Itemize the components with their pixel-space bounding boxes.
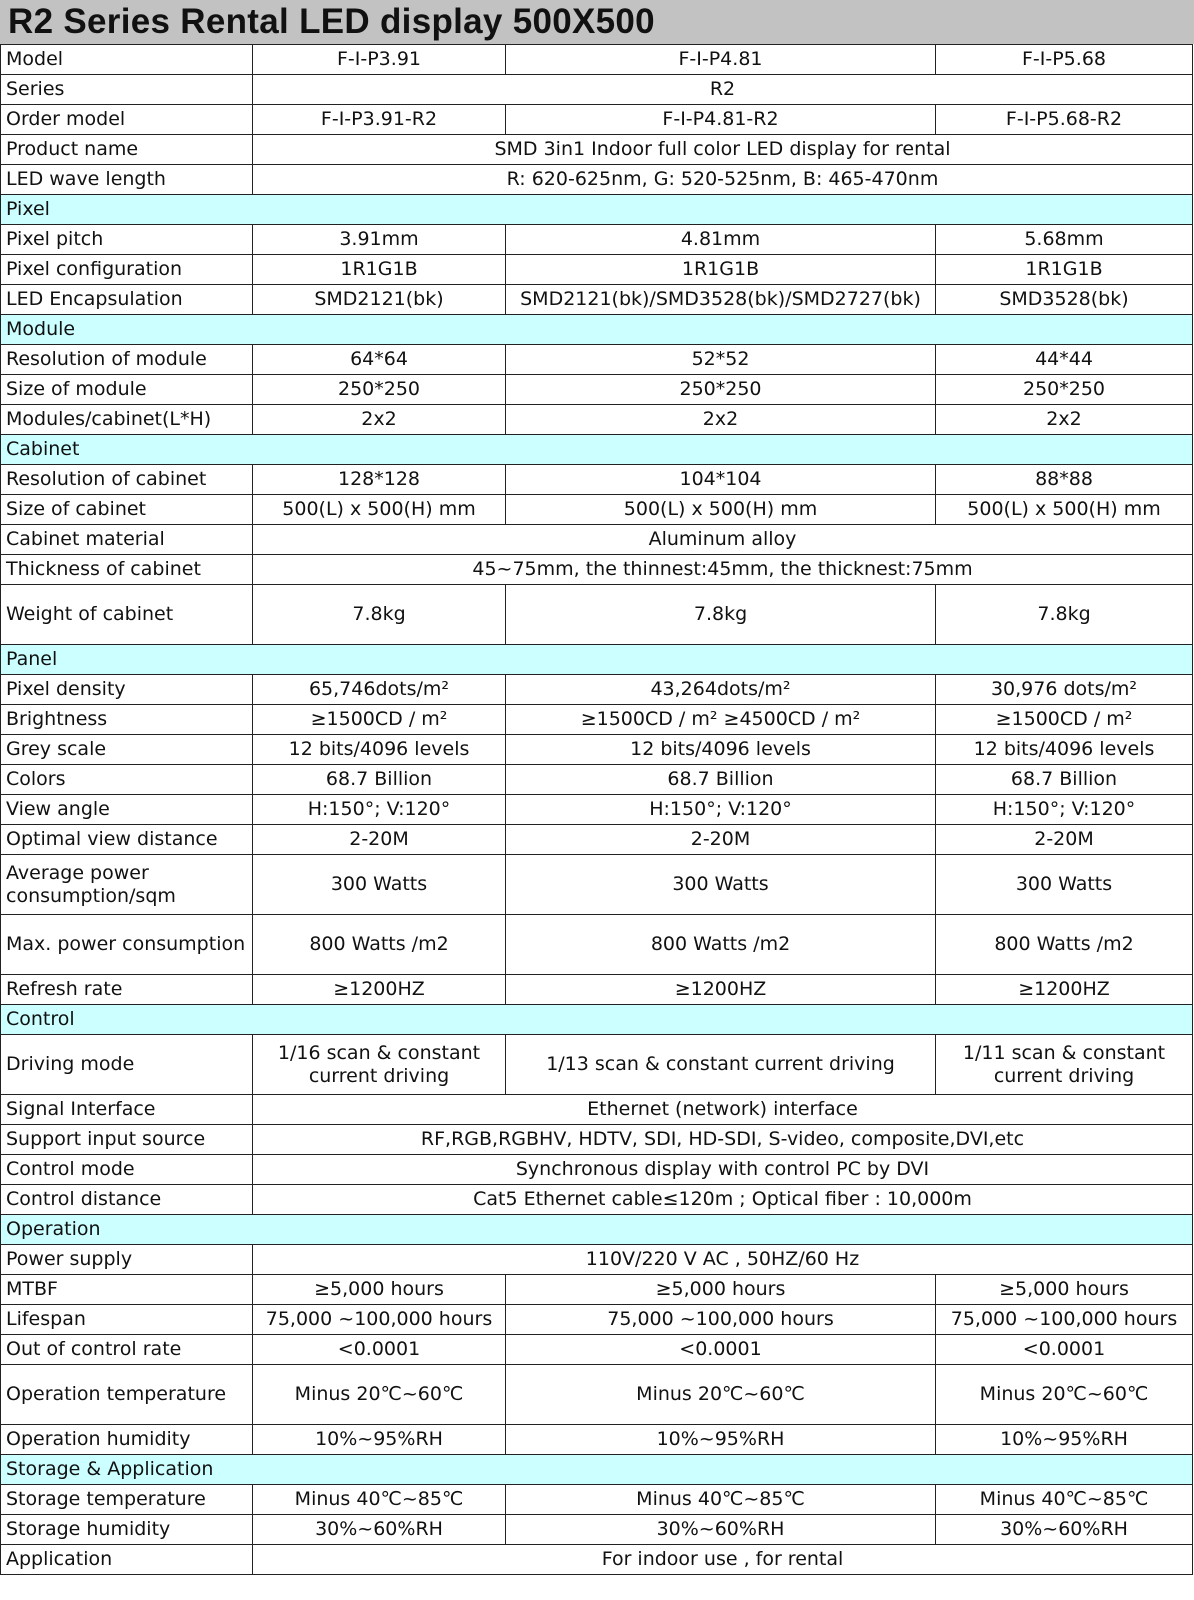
spec-value: 250*250: [936, 375, 1193, 405]
spec-label: Optimal view distance: [1, 825, 253, 855]
spec-label: Max. power consumption: [1, 915, 253, 975]
spec-row: [1, 1545, 1193, 1575]
spec-label: Weight of cabinet: [1, 585, 253, 645]
spec-label: Control mode: [1, 1155, 253, 1185]
spec-label: Pixel pitch: [1, 225, 253, 255]
spec-value: 12 bits/4096 levels: [253, 735, 506, 765]
section-title: Control: [1, 1005, 1193, 1035]
spec-value: 30%~60%RH: [253, 1515, 506, 1545]
spec-label: Product name: [1, 135, 253, 165]
spec-label: Driving mode: [1, 1035, 253, 1095]
spec-label: MTBF: [1, 1275, 253, 1305]
spec-row: [1, 135, 1193, 165]
spec-row: [1, 555, 1193, 585]
spec-value: Cat5 Ethernet cable≤120m ; Optical fiber : 10,000m: [253, 1185, 1193, 1215]
spec-value: 88*88: [936, 465, 1193, 495]
spec-value: 75,000 ~100,000 hours: [506, 1305, 936, 1335]
spec-value: ≥1200HZ: [253, 975, 506, 1005]
spec-value: 500(L) x 500(H) mm: [253, 495, 506, 525]
spec-row: [1, 585, 1193, 645]
spec-value: 800 Watts /m2: [506, 915, 936, 975]
spec-value: 3.91mm: [253, 225, 506, 255]
section-header-row: [1, 1455, 1193, 1485]
spec-row: [1, 765, 1193, 795]
spec-row: [1, 45, 1193, 75]
spec-value: 12 bits/4096 levels: [506, 735, 936, 765]
spec-value: <0.0001: [253, 1335, 506, 1365]
spec-value: For indoor use , for rental: [253, 1545, 1193, 1575]
section-header-row: [1, 645, 1193, 675]
spec-value: RF,RGB,RGBHV, HDTV, SDI, HD-SDI, S-video, composite,DVI,etc: [253, 1125, 1193, 1155]
spec-label: LED Encapsulation: [1, 285, 253, 315]
spec-value: H:150°; V:120°: [253, 795, 506, 825]
spec-value: ≥1500CD / m² ≥4500CD / m²: [506, 705, 936, 735]
spec-label: Modules/cabinet(L*H): [1, 405, 253, 435]
spec-row: [1, 225, 1193, 255]
spec-value: Minus 20℃~60℃: [253, 1365, 506, 1425]
spec-value: F-I-P5.68: [936, 45, 1193, 75]
spec-value: SMD 3in1 Indoor full color LED display for rental: [253, 135, 1193, 165]
spec-label: Refresh rate: [1, 975, 253, 1005]
spec-value: 1/13 scan & constant current driving: [506, 1035, 936, 1095]
spec-value: 300 Watts: [936, 855, 1193, 915]
spec-value: 1/16 scan & constant current driving: [253, 1035, 506, 1095]
spec-value: F-I-P5.68-R2: [936, 105, 1193, 135]
spec-table: [0, 44, 1193, 1575]
spec-row: [1, 1155, 1193, 1185]
spec-value: 45~75mm, the thinnest:45mm, the thicknest:75mm: [253, 555, 1193, 585]
spec-row: [1, 1035, 1193, 1095]
spec-label: Control distance: [1, 1185, 253, 1215]
section-title: Module: [1, 315, 1193, 345]
spec-label: Model: [1, 45, 253, 75]
spec-label: Application: [1, 1545, 253, 1575]
spec-value: R2: [253, 75, 1193, 105]
spec-value: 800 Watts /m2: [253, 915, 506, 975]
spec-value: ≥1500CD / m²: [253, 705, 506, 735]
spec-value: 30%~60%RH: [936, 1515, 1193, 1545]
spec-value: 500(L) x 500(H) mm: [936, 495, 1193, 525]
spec-row: [1, 795, 1193, 825]
spec-label: Support input source: [1, 1125, 253, 1155]
spec-value: 30%~60%RH: [506, 1515, 936, 1545]
spec-row: [1, 1335, 1193, 1365]
spec-row: [1, 1425, 1193, 1455]
spec-value: 43,264dots/m²: [506, 675, 936, 705]
spec-row: [1, 525, 1193, 555]
spec-value: 250*250: [253, 375, 506, 405]
spec-value: 2-20M: [936, 825, 1193, 855]
spec-value: 1/11 scan & constant current driving: [936, 1035, 1193, 1095]
spec-label: Out of control rate: [1, 1335, 253, 1365]
spec-value: 110V/220 V AC , 50HZ/60 Hz: [253, 1245, 1193, 1275]
spec-value: 68.7 Billion: [936, 765, 1193, 795]
spec-value: Synchronous display with control PC by DVI: [253, 1155, 1193, 1185]
spec-label: Average power consumption/sqm: [1, 855, 253, 915]
spec-value: 800 Watts /m2: [936, 915, 1193, 975]
spec-value: F-I-P4.81-R2: [506, 105, 936, 135]
spec-value: Minus 20℃~60℃: [506, 1365, 936, 1425]
section-title: Operation: [1, 1215, 1193, 1245]
spec-row: [1, 1305, 1193, 1335]
spec-row: [1, 735, 1193, 765]
spec-value: SMD3528(bk): [936, 285, 1193, 315]
spec-value: 7.8kg: [936, 585, 1193, 645]
spec-value: <0.0001: [936, 1335, 1193, 1365]
section-title: Cabinet: [1, 435, 1193, 465]
page-title-text: R2 Series Rental LED display 500X500: [8, 2, 655, 41]
spec-label: View angle: [1, 795, 253, 825]
spec-value: <0.0001: [506, 1335, 936, 1365]
spec-value: Aluminum alloy: [253, 525, 1193, 555]
spec-label: Size of module: [1, 375, 253, 405]
spec-value: 52*52: [506, 345, 936, 375]
spec-value: Minus 20℃~60℃: [936, 1365, 1193, 1425]
spec-label: Grey scale: [1, 735, 253, 765]
section-header-row: [1, 195, 1193, 225]
spec-label: Order model: [1, 105, 253, 135]
spec-value: F-I-P4.81: [506, 45, 936, 75]
page-title: [0, 0, 1194, 44]
spec-value: 104*104: [506, 465, 936, 495]
spec-row: [1, 1485, 1193, 1515]
spec-value: ≥1200HZ: [936, 975, 1193, 1005]
spec-value: Ethernet (network) interface: [253, 1095, 1193, 1125]
spec-value: 1R1G1B: [936, 255, 1193, 285]
spec-row: [1, 1245, 1193, 1275]
spec-row: [1, 255, 1193, 285]
spec-value: 300 Watts: [506, 855, 936, 915]
spec-row: [1, 345, 1193, 375]
spec-value: 1R1G1B: [253, 255, 506, 285]
spec-label: Pixel density: [1, 675, 253, 705]
spec-value: 2x2: [253, 405, 506, 435]
section-title: Storage & Application: [1, 1455, 1193, 1485]
spec-value: 30,976 dots/m²: [936, 675, 1193, 705]
spec-value: ≥5,000 hours: [253, 1275, 506, 1305]
spec-label: Cabinet material: [1, 525, 253, 555]
spec-value: F-I-P3.91: [253, 45, 506, 75]
spec-value: 2-20M: [253, 825, 506, 855]
spec-row: [1, 1095, 1193, 1125]
spec-row: [1, 75, 1193, 105]
spec-row: [1, 705, 1193, 735]
spec-value: SMD2121(bk): [253, 285, 506, 315]
spec-row: [1, 1275, 1193, 1305]
spec-row: [1, 465, 1193, 495]
spec-value: 2x2: [506, 405, 936, 435]
spec-table-body: [1, 45, 1193, 1575]
spec-value: 500(L) x 500(H) mm: [506, 495, 936, 525]
spec-label: Pixel configuration: [1, 255, 253, 285]
spec-label: Signal Interface: [1, 1095, 253, 1125]
spec-value: 128*128: [253, 465, 506, 495]
spec-value: 68.7 Billion: [506, 765, 936, 795]
spec-label: Brightness: [1, 705, 253, 735]
spec-label: Thickness of cabinet: [1, 555, 253, 585]
spec-value: 7.8kg: [506, 585, 936, 645]
spec-value: Minus 40℃~85℃: [936, 1485, 1193, 1515]
spec-value: ≥1500CD / m²: [936, 705, 1193, 735]
spec-value: 75,000 ~100,000 hours: [936, 1305, 1193, 1335]
spec-value: R: 620-625nm, G: 520-525nm, B: 465-470nm: [253, 165, 1193, 195]
spec-value: 2-20M: [506, 825, 936, 855]
spec-value: 250*250: [506, 375, 936, 405]
spec-value: 7.8kg: [253, 585, 506, 645]
spec-row: [1, 855, 1193, 915]
section-header-row: [1, 435, 1193, 465]
spec-label: Series: [1, 75, 253, 105]
spec-label: Operation temperature: [1, 1365, 253, 1425]
spec-value: 10%~95%RH: [936, 1425, 1193, 1455]
spec-value: 300 Watts: [253, 855, 506, 915]
spec-row: [1, 375, 1193, 405]
spec-row: [1, 405, 1193, 435]
spec-row: [1, 1365, 1193, 1425]
spec-value: H:150°; V:120°: [506, 795, 936, 825]
spec-label: Storage humidity: [1, 1515, 253, 1545]
spec-value: Minus 40℃~85℃: [506, 1485, 936, 1515]
spec-row: [1, 1515, 1193, 1545]
spec-value: Minus 40℃~85℃: [253, 1485, 506, 1515]
spec-row: [1, 1185, 1193, 1215]
spec-row: [1, 105, 1193, 135]
spec-value: 44*44: [936, 345, 1193, 375]
spec-row: [1, 825, 1193, 855]
spec-value: 75,000 ~100,000 hours: [253, 1305, 506, 1335]
spec-value: 5.68mm: [936, 225, 1193, 255]
spec-value: SMD2121(bk)/SMD3528(bk)/SMD2727(bk): [506, 285, 936, 315]
section-title: Pixel: [1, 195, 1193, 225]
spec-label: Resolution of module: [1, 345, 253, 375]
spec-label: Power supply: [1, 1245, 253, 1275]
spec-label: Resolution of cabinet: [1, 465, 253, 495]
spec-label: Size of cabinet: [1, 495, 253, 525]
spec-value: 1R1G1B: [506, 255, 936, 285]
spec-row: [1, 915, 1193, 975]
spec-row: [1, 165, 1193, 195]
spec-row: [1, 285, 1193, 315]
spec-label: Storage temperature: [1, 1485, 253, 1515]
spec-label: Lifespan: [1, 1305, 253, 1335]
spec-label: Operation humidity: [1, 1425, 253, 1455]
spec-row: [1, 495, 1193, 525]
section-header-row: [1, 315, 1193, 345]
spec-row: [1, 975, 1193, 1005]
section-title: Panel: [1, 645, 1193, 675]
spec-value: ≥5,000 hours: [936, 1275, 1193, 1305]
spec-value: 2x2: [936, 405, 1193, 435]
section-header-row: [1, 1215, 1193, 1245]
spec-row: [1, 675, 1193, 705]
section-header-row: [1, 1005, 1193, 1035]
spec-value: ≥5,000 hours: [506, 1275, 936, 1305]
spec-value: 65,746dots/m²: [253, 675, 506, 705]
spec-label: Colors: [1, 765, 253, 795]
spec-value: ≥1200HZ: [506, 975, 936, 1005]
spec-value: 68.7 Billion: [253, 765, 506, 795]
spec-value: 12 bits/4096 levels: [936, 735, 1193, 765]
spec-value: H:150°; V:120°: [936, 795, 1193, 825]
spec-row: [1, 1125, 1193, 1155]
spec-value: 64*64: [253, 345, 506, 375]
spec-value: F-I-P3.91-R2: [253, 105, 506, 135]
spec-value: 10%~95%RH: [253, 1425, 506, 1455]
spec-value: 10%~95%RH: [506, 1425, 936, 1455]
spec-value: 4.81mm: [506, 225, 936, 255]
spec-label: LED wave length: [1, 165, 253, 195]
